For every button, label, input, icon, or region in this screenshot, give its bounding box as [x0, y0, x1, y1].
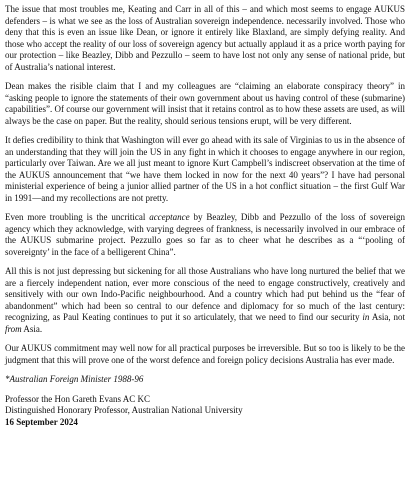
letter-document [5, 4, 405, 437]
body-paragraph [5, 212, 405, 258]
paragraph-text: All this is not just depressing but sickening for all those Australians who have long nurtured the belief that we are a fiercely independent nation, ever more conscious of the need to engage constructively, creatively and sensitively with our own Indo-Pacific neighbourhood. And a country which had put behind us the “fear of abandonment” which had been so central to our defence and diplomacy for so much of the last century: recognizing, as Paul Keating continues to put it so articulately, that we need to find our security [5, 266, 405, 323]
author-title: Distinguished Honorary Professor, Australian National University [5, 405, 243, 416]
footnote: *Australian Foreign Minister 1988-96 [5, 374, 144, 385]
signature-block [5, 394, 405, 417]
paragraph-text: Even more troubling is the uncritical [5, 212, 150, 223]
body-paragraph [5, 135, 405, 204]
document-date: 16 September 2024 [5, 416, 78, 427]
body-text [5, 4, 405, 366]
paragraph-text: Asia, not [369, 312, 405, 323]
body-paragraph [5, 4, 405, 73]
paragraph-text: Asia. [21, 323, 43, 334]
body-paragraph [5, 81, 405, 127]
emphasis-text: in [362, 312, 370, 323]
emphasis-text: from [5, 323, 22, 334]
body-paragraph [5, 266, 405, 335]
emphasis-text: acceptance [149, 212, 190, 223]
paragraph-text: by Beazley, Dibb and Pezzullo of the loss of sovereign agency which they acknowledge, with varying degrees of frankness, is necessarily involved in our embrace of the AUKUS submarine project. Pezzullo goes so far as to cheer what he describes as a “‘pooling of sovereignty’ in the face of a belligerent China”. [5, 212, 405, 257]
paragraph-text: It defies credibility to think that Washington will ever go ahead with its sale of Virginias to us in the absence of an understanding that they will join the US in any fight in which it chooses to engage anywhere in our region, particularly over Taiwan. Are we all just meant to ignore Kurt Campbell’s indiscreet observation at the time of the AUKUS announcement that “we have them locked in now for the next 40 years”? I have had personal ministerial experience of being a junior allied partner of the US in a hot conflict situation – the first Gulf War in 1991—and my recollections are not pretty. [5, 135, 405, 203]
paragraph-text: The issue that most troubles me, Keating and Carr in all of this – and which most seems to engage AUKUS defenders – is what we see as the loss of Australian sovereign independence. necessarily involved. Those who deny that this is even an issue like Dean, or ignore it entirely like Blaxland, are simply defying reality. And those who accept the reality of our loss of sovereign agency but actually applaud it as a price worth paying for our protection – like Beazley, Dibb and Pezzullo – seem to have lost not only any sense of national pride, but of Australia’s national interest. [5, 4, 405, 72]
author-name: Professor the Hon Gareth Evans AC KC [5, 393, 150, 404]
paragraph-text: Dean makes the risible claim that I and my colleagues are “claiming an elaborate conspiracy theory” in “asking people to ignore the statements of their own government about us having control of these (submarine) capabilities”. Of course our government will insist that it retains control as to how these assets are used, as will always be the case on paper. But the reality, should serious tensions erupt, will be very different. [5, 81, 405, 126]
body-paragraph [5, 343, 405, 366]
paragraph-text: Our AUKUS commitment may well now for all practical purposes be irreversible. But so too is likely to be the judgment that this will prove one of the worst defence and foreign policy decisions Australia has ever made. [5, 343, 405, 365]
